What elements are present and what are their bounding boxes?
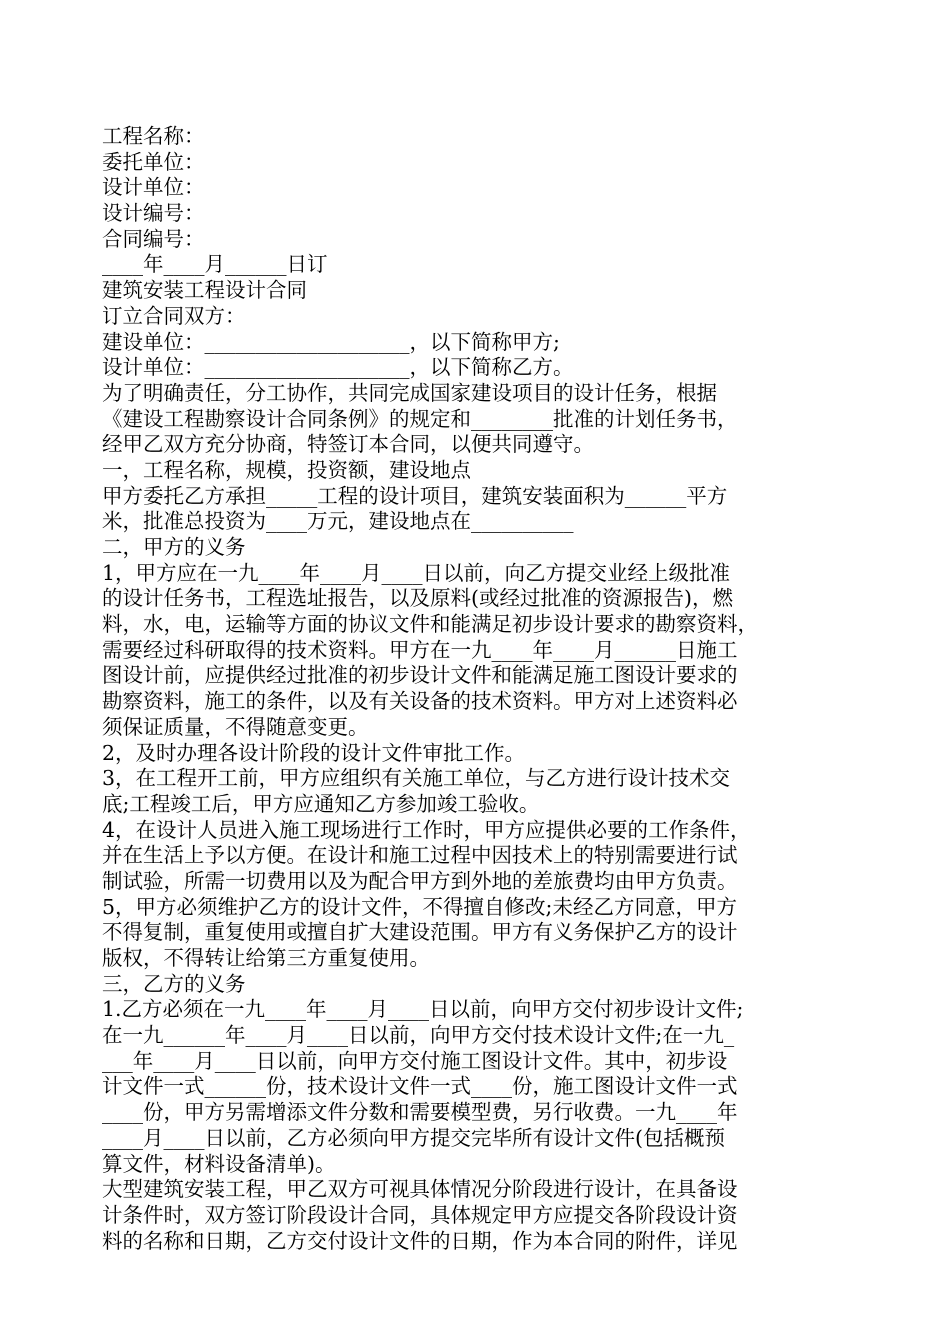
text-line: 三，乙方的义务 — [102, 971, 246, 996]
text-line: ____月____日以前，乙方必须向甲方提交完毕所有设计文件(包括概预 — [102, 1125, 725, 1150]
text-line: 4，在设计人员进入施工现场进行工作时，甲方应提供必要的工作条件， — [102, 817, 751, 842]
text-line: 不得复制，重复使用或擅自扩大建设范围。甲方有义务保护乙方的设计 — [102, 920, 738, 945]
text-line: 订立合同双方： — [102, 303, 246, 328]
text-line: 设计编号： — [102, 201, 205, 226]
text-line: 5，甲方必须维护乙方的设计文件，不得擅自修改;未经乙方同意，甲方 — [102, 894, 737, 919]
text-line: 工程名称： — [102, 124, 205, 148]
text-line: 经甲乙双方充分协商，特签订本合同，以便共同遵守。 — [102, 432, 594, 457]
text-line: 料，水，电，运输等方面的协议文件和能满足初步设计要求的勘察资料， — [102, 612, 758, 637]
text-line: 委托单位： — [102, 149, 205, 174]
text-line: ___年____月____日以前，向甲方交付施工图设计文件。其中，初步设 — [102, 1048, 728, 1073]
text-line: 图设计前，应提供经过批准的初步设计文件和能满足施工图设计要求的 — [102, 663, 738, 688]
text-line: 计文件一式______份，技术设计文件一式____份，施工图设计文件一式 — [102, 1074, 738, 1099]
text-line: 1.乙方必须在一九____年____月____日以前，向甲方交付初步设计文件; — [102, 997, 744, 1022]
text-line: 为了明确责任，分工协作，共同完成国家建设项目的设计任务，根据 — [102, 380, 717, 405]
text-line: 制试验，所需一切费用以及为配合甲方到外地的差旅费均由甲方负责。 — [102, 868, 738, 893]
text-line: 《建设工程勘察设计合同条例》的规定和________批准的计划任务书， — [102, 406, 738, 431]
text-line: 料的名称和日期，乙方交付设计文件的日期，作为本合同的附件，详见 — [102, 1228, 738, 1253]
text-line: 设计单位：____________________，以下简称乙方。 — [102, 355, 574, 380]
text-line: 需要经过科研取得的技术资料。甲方在一九____年____月______日施工 — [102, 637, 738, 662]
text-line: 3，在工程开工前，甲方应组织有关施工单位，与乙方进行设计技术交 — [102, 766, 731, 791]
text-line: 计条件时，双方签订阶段设计合同，具体规定甲方应提交各阶段设计资 — [102, 1202, 738, 1227]
text-line: 并在生活上予以方便。在设计和施工过程中因技术上的特别需要进行试 — [102, 843, 738, 868]
text-line: 算文件，材料设备清单)。 — [102, 1151, 336, 1176]
text-line: 勘察资料，施工的条件，以及有关设备的技术资料。甲方对上述资料必 — [102, 689, 738, 714]
text-line: 米，批准总投资为____万元，建设地点在__________ — [102, 509, 574, 534]
text-line: 一，工程名称，规模，投资额，建设地点 — [102, 457, 471, 482]
text-line: 大型建筑安装工程，甲乙双方可视具体情况分阶段进行设计，在具备设 — [102, 1177, 738, 1202]
text-line: 须保证质量，不得随意变更。 — [102, 714, 369, 739]
contract-body — [102, 124, 854, 1254]
text-line: 底;工程竣工后，甲方应通知乙方参加竣工验收。 — [102, 791, 540, 816]
text-line: 合同编号： — [102, 226, 205, 251]
text-line: 在一九______年____月____日以前，向甲方交付技术设计文件;在一九_ — [102, 1023, 735, 1048]
text-line: 建筑安装工程设计合同 — [102, 278, 307, 303]
text-line: 1，甲方应在一九____年____月____日以前，向乙方提交业经上级批准 — [102, 560, 731, 585]
text-line: 建设单位：____________________，以下简称甲方; — [102, 329, 560, 354]
text-line: 的设计任务书，工程选址报告，以及原料(或经过批准的资源报告)，燃 — [102, 586, 733, 611]
text-line: 2，及时办理各设计阶段的设计文件审批工作。 — [102, 740, 526, 765]
text-line: 版权，不得转让给第三方重复使用。 — [102, 946, 430, 970]
text-line: ____年____月______日订 — [102, 252, 328, 277]
text-line: ____份，甲方另需增添文件分数和需要模型费，另行收费。一九____年 — [102, 1100, 738, 1125]
text-line: 二，甲方的义务 — [102, 535, 246, 559]
text-line: 甲方委托乙方承担_____工程的设计项目，建筑安装面积为______平方 — [102, 483, 728, 508]
text-line: 设计单位： — [102, 175, 205, 200]
